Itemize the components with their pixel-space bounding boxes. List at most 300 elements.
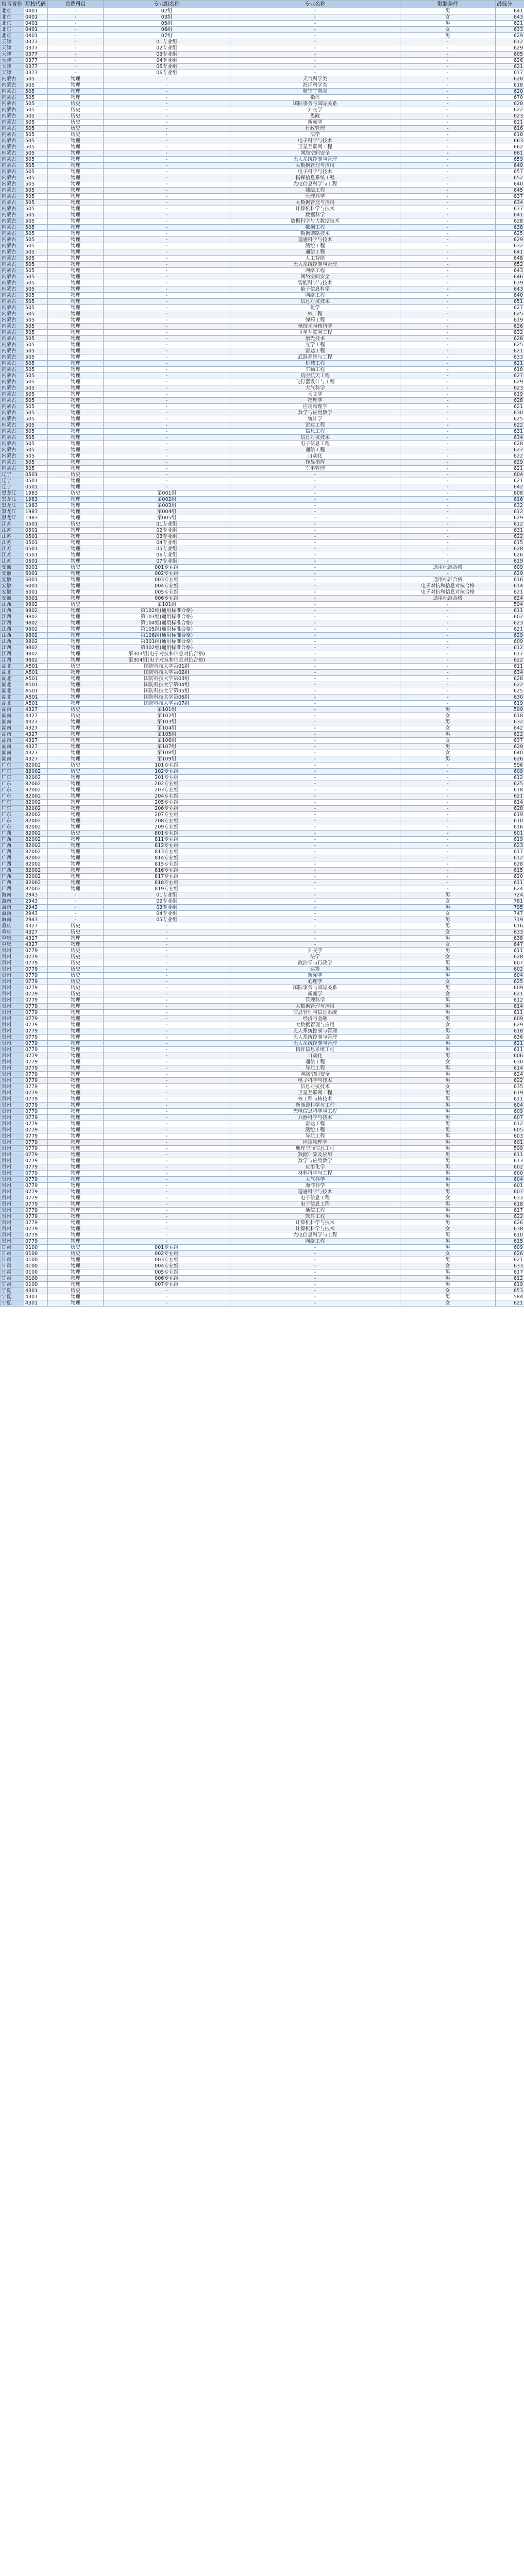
cell-school-code: 505 [24, 460, 48, 466]
cell-subject: 历史 [48, 113, 104, 120]
cell-school-code: 4301 [24, 1294, 48, 1300]
cell-group: 03专业组 [104, 52, 230, 58]
cell-province: 广西 [1, 880, 24, 886]
cell-province: 内蒙古 [1, 181, 24, 188]
cell-subject: 物理 [48, 429, 104, 435]
cell-province: 内蒙古 [1, 82, 24, 89]
cell-restriction: - [400, 546, 496, 552]
cell-subject: 物理 [48, 558, 104, 565]
cell-restriction: 男 [400, 1047, 496, 1053]
cell-subject: 物理 [48, 404, 104, 410]
cell-min-score: 612 [496, 645, 524, 651]
cell-restriction: - [400, 781, 496, 787]
cell-restriction: - [400, 620, 496, 626]
cell-major: - [230, 565, 400, 571]
cell-subject: 物理 [48, 1072, 104, 1078]
cell-subject: 物理 [48, 194, 104, 200]
cell-province: 内蒙古 [1, 280, 24, 286]
cell-province: 贵州 [1, 1208, 24, 1214]
cell-restriction: 男 [400, 1072, 496, 1078]
cell-major: 测绘工程 [230, 188, 400, 194]
cell-school-code: 9802 [24, 639, 48, 645]
cell-min-score: 636 [496, 1035, 524, 1041]
cell-min-score: 633 [496, 1195, 524, 1201]
cell-subject: 物理 [48, 1263, 104, 1269]
cell-province: 湖北 [1, 694, 24, 701]
cell-restriction: - [400, 194, 496, 200]
cell-min-score: 616 [496, 923, 524, 929]
cell-min-score: 719 [496, 917, 524, 923]
cell-major: - [230, 639, 400, 645]
cell-subject: 物理 [48, 626, 104, 633]
table-row [1, 497, 524, 503]
cell-restriction: - [400, 206, 496, 212]
cell-major: 大数据管理与应用 [230, 200, 400, 206]
cell-major: - [230, 905, 400, 911]
cell-subject: 物理 [48, 1078, 104, 1084]
table-row [1, 670, 524, 676]
cell-min-score: 642 [496, 484, 524, 490]
cell-group: - [104, 132, 230, 138]
cell-min-score: 630 [496, 694, 524, 701]
cell-restriction: - [400, 293, 496, 299]
cell-major: 天气科学类 [230, 76, 400, 82]
cell-min-score: 605 [496, 1127, 524, 1133]
cell-group: - [104, 484, 230, 490]
cell-province: 内蒙古 [1, 138, 24, 144]
cell-subject: 物理 [48, 868, 104, 874]
cell-subject: 物理 [48, 441, 104, 447]
cell-province: 广东 [1, 762, 24, 769]
cell-province: 内蒙古 [1, 76, 24, 82]
cell-min-score: 616 [496, 497, 524, 503]
cell-subject: 物理 [48, 1276, 104, 1282]
cell-school-code: 82002 [24, 812, 48, 818]
cell-restriction: - [400, 45, 496, 52]
cell-group: - [104, 923, 230, 929]
cell-school-code: 4301 [24, 1288, 48, 1294]
cell-province: 天津 [1, 58, 24, 64]
cell-min-score: 621 [496, 1257, 524, 1263]
cell-restriction: 男 [400, 1245, 496, 1251]
cell-major: - [230, 602, 400, 608]
cell-major: - [230, 490, 400, 497]
cell-major: - [230, 626, 400, 633]
cell-restriction: - [400, 39, 496, 45]
cell-major: 思政 [230, 113, 400, 120]
cell-province: 贵州 [1, 960, 24, 967]
cell-school-code: 505 [24, 305, 48, 311]
cell-major: 行政管理 [230, 126, 400, 132]
table-row [1, 546, 524, 552]
cell-min-score: 641 [496, 249, 524, 256]
cell-subject: 物理 [48, 293, 104, 299]
cell-group: 813专业组 [104, 849, 230, 855]
table-row [1, 138, 524, 144]
cell-restriction: - [400, 311, 496, 317]
cell-subject: 物理 [48, 262, 104, 268]
cell-subject: 物理 [48, 645, 104, 651]
cell-province: 广西 [1, 855, 24, 861]
cell-subject: 历史 [48, 954, 104, 960]
cell-restriction: 男 [400, 1010, 496, 1016]
cell-major: 运筹 [230, 967, 400, 973]
cell-restriction: 男 [400, 985, 496, 991]
cell-restriction: - [400, 571, 496, 577]
cell-group: - [104, 1072, 230, 1078]
cell-major: - [230, 497, 400, 503]
cell-min-score: 626 [496, 58, 524, 64]
table-row [1, 892, 524, 899]
cell-subject: 物理 [48, 1226, 104, 1232]
cell-subject: 物理 [48, 150, 104, 157]
cell-group: 第108组 [104, 750, 230, 756]
cell-province: 海南 [1, 905, 24, 911]
cell-major: 雷达工程 [230, 422, 400, 429]
table-row [1, 608, 524, 614]
cell-province: 内蒙古 [1, 157, 24, 163]
cell-min-score: 615 [496, 1239, 524, 1245]
cell-school-code: 9802 [24, 602, 48, 608]
table-row [1, 960, 524, 967]
cell-restriction: - [400, 639, 496, 645]
cell-province: 内蒙古 [1, 175, 24, 181]
cell-province: 安徽 [1, 571, 24, 577]
cell-province: 湖南 [1, 707, 24, 713]
cell-school-code: 505 [24, 231, 48, 237]
table-row [1, 707, 524, 713]
cell-province: 内蒙古 [1, 354, 24, 361]
cell-restriction: 男 [400, 1294, 496, 1300]
cell-group: 816专业组 [104, 868, 230, 874]
cell-school-code: 2943 [24, 911, 48, 917]
cell-major: - [230, 589, 400, 596]
cell-province: 贵州 [1, 1146, 24, 1152]
cell-restriction: - [400, 169, 496, 175]
cell-major: 电子信息工程 [230, 1201, 400, 1208]
cell-restriction: 女 [400, 1263, 496, 1269]
cell-major: 无人系统控制与管理 [230, 1028, 400, 1035]
cell-major: - [230, 725, 400, 732]
table-row [1, 1257, 524, 1263]
cell-group: 05专业组 [104, 917, 230, 923]
cell-min-score: 629 [496, 744, 524, 750]
cell-school-code: 505 [24, 336, 48, 342]
table-row [1, 509, 524, 515]
cell-subject: - [48, 21, 104, 27]
cell-min-score: 609 [496, 565, 524, 571]
table-row [1, 1239, 524, 1245]
cell-subject: 物理 [48, 392, 104, 398]
cell-major: - [230, 45, 400, 52]
cell-min-score: 603 [496, 1133, 524, 1140]
cell-subject: 物理 [48, 589, 104, 596]
cell-school-code: 0779 [24, 1183, 48, 1189]
cell-school-code: 4301 [24, 1300, 48, 1307]
cell-province: 贵州 [1, 997, 24, 1004]
table-row [1, 744, 524, 750]
cell-restriction: - [400, 262, 496, 268]
cell-province: 内蒙古 [1, 206, 24, 212]
cell-group: 05组 [104, 21, 230, 27]
table-row [1, 775, 524, 781]
cell-major: 法学 [230, 954, 400, 960]
cell-province: 内蒙古 [1, 200, 24, 206]
cell-subject: - [48, 27, 104, 33]
cell-restriction: - [400, 540, 496, 546]
cell-school-code: 0501 [24, 546, 48, 552]
table-row [1, 472, 524, 478]
cell-school-code: 0779 [24, 1065, 48, 1072]
cell-group: - [104, 1214, 230, 1220]
cell-school-code: 6001 [24, 589, 48, 596]
cell-min-score: 625 [496, 311, 524, 317]
cell-min-score: 639 [496, 280, 524, 286]
cell-min-score: 635 [496, 1084, 524, 1090]
cell-major: - [230, 923, 400, 929]
cell-restriction: - [400, 651, 496, 657]
cell-school-code: 82002 [24, 806, 48, 812]
cell-restriction: - [400, 793, 496, 800]
table-row [1, 175, 524, 181]
table-row [1, 76, 524, 82]
cell-province: 江苏 [1, 540, 24, 546]
cell-restriction: 男 [400, 892, 496, 899]
cell-min-score: 601 [496, 1140, 524, 1146]
cell-subject: 物理 [48, 1059, 104, 1065]
cell-group: - [104, 398, 230, 404]
table-row [1, 1158, 524, 1164]
cell-restriction: 女 [400, 929, 496, 936]
cell-group: 206专业组 [104, 806, 230, 812]
cell-restriction: 女 [400, 991, 496, 997]
cell-subject: 物理 [48, 942, 104, 948]
cell-restriction: - [400, 82, 496, 89]
cell-school-code: 0501 [24, 552, 48, 558]
table-row [1, 769, 524, 775]
table-row [1, 70, 524, 76]
cell-province: 内蒙古 [1, 453, 24, 460]
cell-major: - [230, 806, 400, 812]
cell-major: 无人系统控制与管理 [230, 1035, 400, 1041]
cell-province: 广东 [1, 800, 24, 806]
cell-min-score: 613 [496, 1158, 524, 1164]
cell-group: 812专业组 [104, 843, 230, 849]
cell-school-code: 505 [24, 218, 48, 225]
cell-min-score: 621 [496, 793, 524, 800]
cell-restriction: - [400, 144, 496, 150]
cell-province: 甘肃 [1, 1282, 24, 1288]
cell-group: - [104, 1010, 230, 1016]
cell-school-code: 82002 [24, 874, 48, 880]
table-row [1, 688, 524, 694]
cell-restriction: 男 [400, 1158, 496, 1164]
table-row [1, 101, 524, 107]
cell-school-code: 505 [24, 280, 48, 286]
cell-province: 内蒙古 [1, 435, 24, 441]
cell-restriction: 通用标准合格 [400, 565, 496, 571]
cell-major: - [230, 831, 400, 837]
table-row [1, 967, 524, 973]
cell-major: 经济与金融 [230, 1016, 400, 1022]
cell-restriction: - [400, 787, 496, 793]
cell-group: 208专业组 [104, 818, 230, 824]
cell-major: - [230, 762, 400, 769]
cell-subject: 历史 [48, 1245, 104, 1251]
cell-school-code: 0501 [24, 521, 48, 528]
cell-school-code: 505 [24, 120, 48, 126]
cell-major: 测绘工程 [230, 1127, 400, 1133]
cell-restriction: - [400, 299, 496, 305]
cell-group: - [104, 373, 230, 379]
cell-group: 05专业组 [104, 64, 230, 70]
cell-province: 贵州 [1, 1177, 24, 1183]
cell-province: 贵州 [1, 1115, 24, 1121]
cell-province: 江西 [1, 657, 24, 664]
cell-restriction: 男 [400, 1103, 496, 1109]
cell-major: 指挥信息系统工程 [230, 175, 400, 181]
cell-school-code: 82002 [24, 831, 48, 837]
cell-province: 贵州 [1, 948, 24, 954]
cell-subject: 物理 [48, 1016, 104, 1022]
cell-min-score: 628 [496, 806, 524, 812]
cell-group: - [104, 435, 230, 441]
table-row [1, 651, 524, 657]
cell-school-code: 0779 [24, 960, 48, 967]
cell-subject: 物理 [48, 688, 104, 694]
cell-restriction: - [400, 558, 496, 565]
cell-restriction: - [400, 645, 496, 651]
cell-min-score: 604 [496, 973, 524, 979]
cell-restriction: - [400, 305, 496, 311]
cell-group: - [104, 1140, 230, 1146]
table-row [1, 1121, 524, 1127]
cell-school-code: 0779 [24, 1010, 48, 1016]
cell-subject: - [48, 8, 104, 14]
cell-restriction: 男 [400, 948, 496, 954]
table-row [1, 874, 524, 880]
cell-min-score: 621 [496, 120, 524, 126]
cell-major: 人工智能 [230, 256, 400, 262]
cell-restriction: 男 [400, 1065, 496, 1072]
cell-min-score: 624 [496, 1072, 524, 1078]
cell-restriction: 男 [400, 1115, 496, 1121]
cell-group: 801专业组 [104, 831, 230, 837]
cell-subject: 物理 [48, 1146, 104, 1152]
table-row [1, 367, 524, 373]
table-row [1, 194, 524, 200]
cell-subject: 物理 [48, 694, 104, 701]
cell-restriction: - [400, 676, 496, 682]
cell-restriction: - [400, 843, 496, 849]
cell-school-code: 9802 [24, 614, 48, 620]
cell-school-code: 505 [24, 422, 48, 429]
cell-school-code: 82002 [24, 843, 48, 849]
cell-min-score: 611 [496, 664, 524, 670]
cell-group: 第002组 [104, 497, 230, 503]
cell-min-score: 608 [496, 490, 524, 497]
cell-subject: 物理 [48, 1220, 104, 1226]
table-row [1, 1041, 524, 1047]
cell-province: 内蒙古 [1, 422, 24, 429]
cell-subject: 物理 [48, 818, 104, 824]
cell-major: 武器系统与工程 [230, 354, 400, 361]
cell-subject: - [48, 892, 104, 899]
cell-major: - [230, 861, 400, 868]
cell-subject: 物理 [48, 812, 104, 818]
table-row [1, 639, 524, 645]
cell-school-code: 0779 [24, 997, 48, 1004]
cell-major: - [230, 769, 400, 775]
cell-min-score: 653 [496, 1288, 524, 1294]
cell-restriction: 男 [400, 1164, 496, 1171]
cell-province: 甘肃 [1, 1257, 24, 1263]
cell-major: 数据链路技术 [230, 231, 400, 237]
cell-group: - [104, 954, 230, 960]
cell-subject: 物理 [48, 447, 104, 453]
cell-min-score: 612 [496, 1121, 524, 1127]
cell-group: - [104, 144, 230, 150]
cell-school-code: 0377 [24, 39, 48, 45]
cell-restriction: - [400, 410, 496, 416]
cell-major: 卫星互联网工程 [230, 1090, 400, 1096]
cell-restriction: - [400, 348, 496, 354]
cell-school-code: 6001 [24, 565, 48, 571]
cell-province: 贵州 [1, 1028, 24, 1035]
cell-school-code: 505 [24, 150, 48, 157]
cell-group: - [104, 410, 230, 416]
cell-min-score: 629 [496, 379, 524, 385]
cell-group: - [104, 200, 230, 206]
cell-min-score: 594 [496, 602, 524, 608]
cell-province: 贵州 [1, 1140, 24, 1146]
cell-restriction: 男 [400, 744, 496, 750]
table-row [1, 1245, 524, 1251]
cell-subject: - [48, 58, 104, 64]
cell-school-code: 0401 [24, 27, 48, 33]
cell-restriction: 男 [400, 1220, 496, 1226]
cell-major: 物理学 [230, 398, 400, 404]
cell-school-code: 505 [24, 293, 48, 299]
cell-school-code: 2943 [24, 905, 48, 911]
cell-major: - [230, 719, 400, 725]
table-row [1, 1072, 524, 1078]
cell-major: - [230, 787, 400, 793]
cell-restriction: - [400, 484, 496, 490]
cell-province: 宁夏 [1, 1288, 24, 1294]
cell-restriction: - [400, 497, 496, 503]
cell-major: 国际事务与国际关系 [230, 985, 400, 991]
header-school-code: 院校代码 [24, 1, 48, 8]
cell-province: 广东 [1, 824, 24, 831]
cell-group: 01专业组 [104, 521, 230, 528]
cell-school-code: 505 [24, 188, 48, 194]
cell-school-code: 505 [24, 398, 48, 404]
cell-school-code: 0779 [24, 1189, 48, 1195]
cell-subject: 物理 [48, 997, 104, 1004]
cell-group: 07组 [104, 33, 230, 39]
cell-school-code: 2943 [24, 899, 48, 905]
cell-school-code: 0377 [24, 64, 48, 70]
cell-restriction: 男 [400, 1282, 496, 1288]
cell-province: 湖北 [1, 682, 24, 688]
cell-subject: 历史 [48, 126, 104, 132]
cell-subject: 物理 [48, 1239, 104, 1245]
cell-restriction: - [400, 874, 496, 880]
table-row [1, 1300, 524, 1307]
cell-group: - [104, 1171, 230, 1177]
cell-min-score: 621 [496, 361, 524, 367]
